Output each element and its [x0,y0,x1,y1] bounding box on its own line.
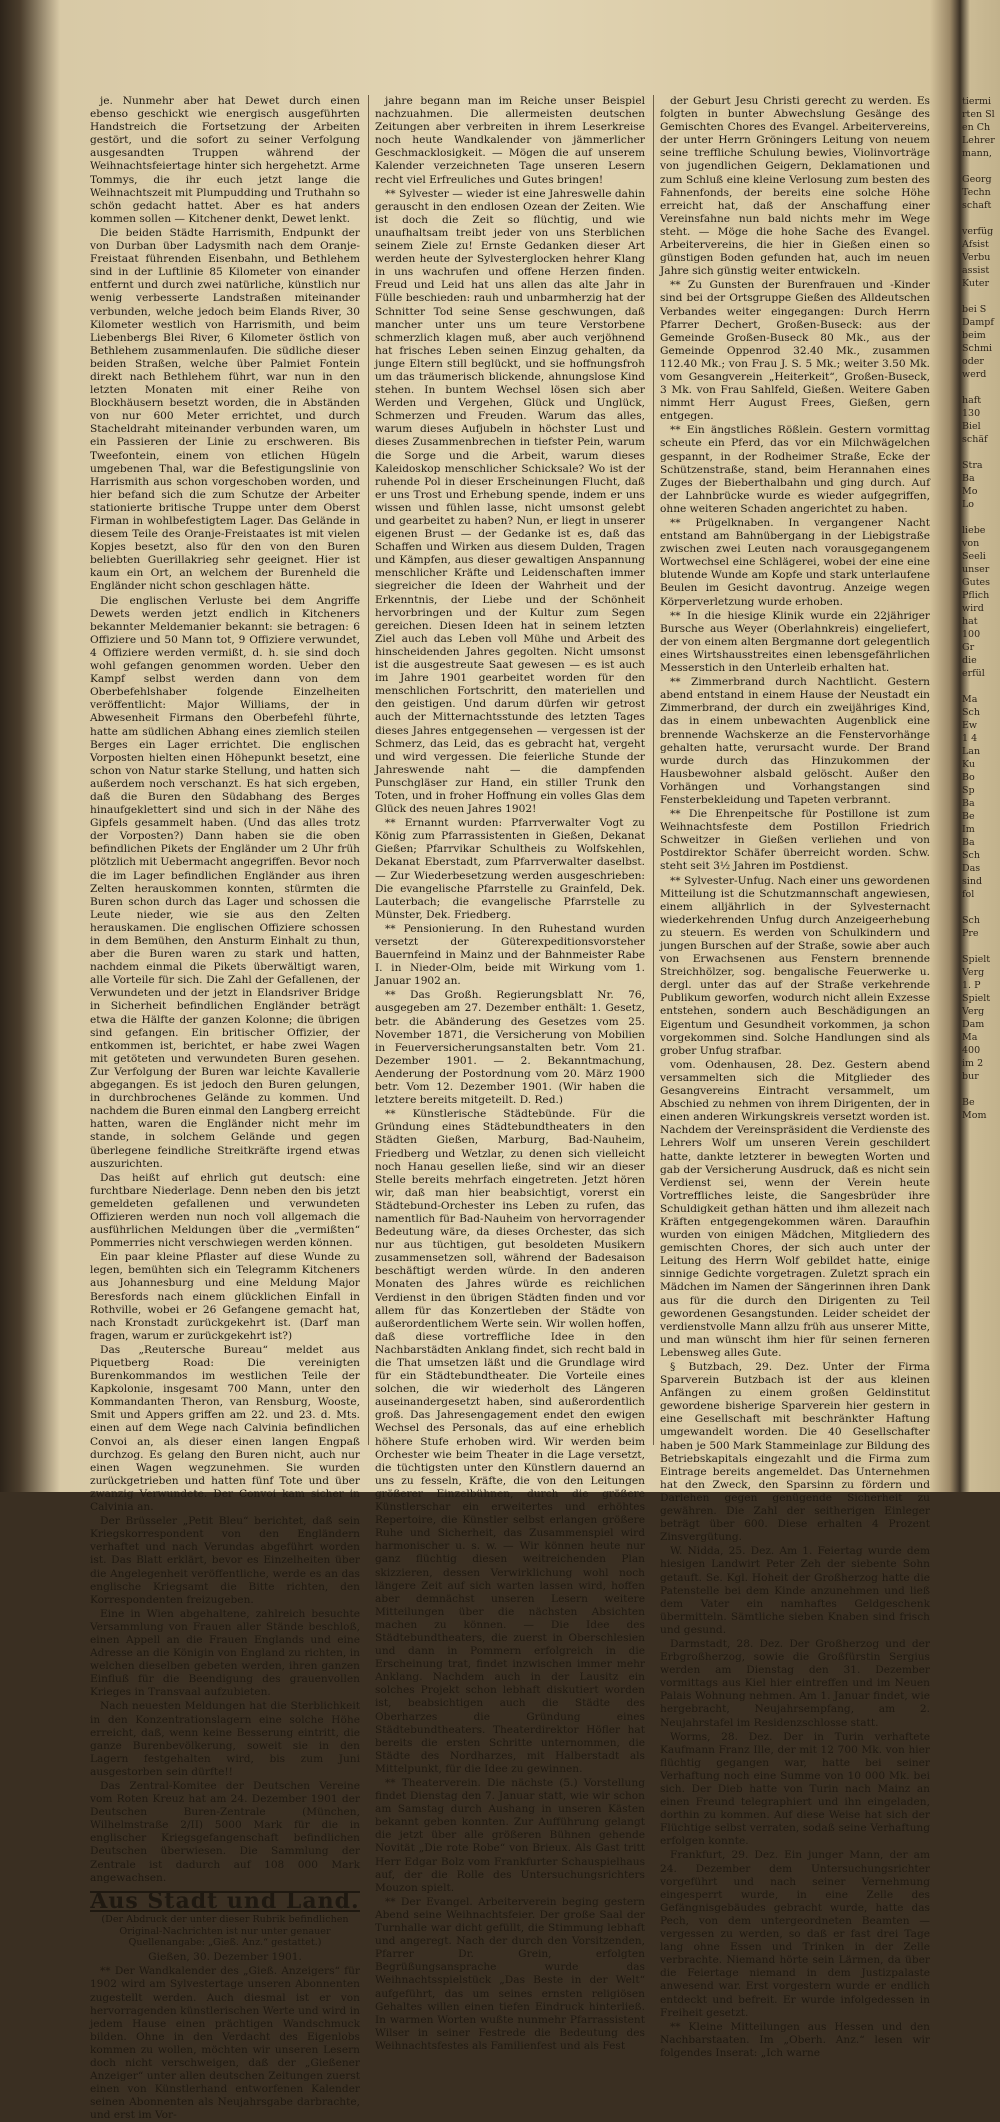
edge-text-fragment: Afsist [962,239,989,250]
edge-text-fragment: Mo [962,486,978,497]
edge-text-fragment [962,511,1000,524]
edge-text-fragment: Lehrer [962,135,995,146]
edge-text-fragment [962,901,1000,914]
edge-text-fragment: Ba [962,798,975,809]
edge-text-fragment: Bo [962,772,975,783]
edge-text-fragment: Sch [962,707,980,718]
edge-text-fragment: liebe [962,525,986,536]
edge-text-fragment: im 2 [962,1058,984,1069]
edge-text-fragment: werd [962,369,987,380]
edge-text-fragment: fol [962,889,975,900]
edge-text-fragment: Spielt [962,954,991,965]
edge-text-fragment: erfül [962,668,985,679]
section-heading: Aus Stadt und Land. [90,1887,360,1914]
newspaper-page [90,95,932,2122]
edge-text-fragment: Techn [962,187,991,198]
edge-text-fragment: Ew [962,720,978,731]
edge-text-fragment [962,446,1000,459]
edge-text-fragment: Lo [962,499,975,510]
edge-text-fragment [962,381,1000,394]
article-paragraph: Das heißt auf ehrlich gut deutsch: eine furchtbare Niederlage. Denn neben den bis jetzt gemeldeten gefallenen und verwundeten Offizieren werden nun noch voll allgemach die ausführlichen Meldungen über die „vermißten“ Pommerries nicht verschwiegen werden können. [90,1171,360,1250]
edge-text-fragment: Seeli [962,551,986,562]
edge-text-fragment [962,1083,1000,1096]
edge-text-fragment: Biel [962,421,981,432]
edge-text-fragment: bei S [962,304,987,315]
article-paragraph: ** Der Wandkalender des „Gieß. Anzeigers“ für 1902 wird am Sylvestertage unseren Abonnenten zugestellt werden. Auch diesmal ist er von hervorragenden künstlerischen Werte und wird in jedem Hause einen prächtigen Wandschmuck bilden. Ohne in den Verdacht des Eigenlobs kommen zu wollen, möchten wir unseren Lesern doch nicht verschweigen, daß der „Gießener Anzeiger“ unter allen deutschen Zeitungen zuerst einen von Künstlerhand entworfenen Kalender seinen Abonnenten als Neujahrsgabe darbrachte, und erst im Vor- [90,1965,360,2122]
edge-text-fragment: tiermi [962,96,992,107]
edge-text-fragment [962,160,1000,173]
article-paragraph: Das Zentral-Komitee der Deutschen Vereine vom Roten Kreuz hat am 24. Dezember 1901 der Deutschen Buren-Zentrale (München, Wilhelmstraße 2/II) 5000 Mark für die in englischer Kriegsgefangenschaft befindlichen Deutschen überwiesen. Die Sammlung der Zentrale ist dadurch auf 108 000 Mark angewachsen. [90,1780,360,1884]
edge-text-fragment: schäf [962,434,988,445]
edge-text-fragment: wird [962,603,984,614]
article-paragraph: der Geburt Jesu Christi gerecht zu werden. Es folgten in bunter Abwechslung Gesänge des Gemischten Chores des Evangel. Arbeitervereins, der unter Herrn Gröningers Leitung von neuem seine treffliche Schulung bewies, Violinvorträge von jugendlichen Geigern, Deklamationen und zum Schluß eine kleine Verlosung zum besten des Fahnenfonds, der bereits eine solche Höhe erreicht hat, daß der Anschaffung einer Vereinsfahne nun bald nichts mehr im Wege steht. — Möge die hohe Sache des Evangel. Arbeitervereins, die hier in Gießen einen so günstigen Boden gefunden hat, auch im neuen Jahre sich günstig weiter entwickeln. [660,95,930,278]
edge-text-fragment: Schmi [962,343,992,354]
article-paragraph: Frankfurt, 29. Dez. Ein junger Mann, der am 24. Dezember dem Untersuchungsrichter vorgeführt und nach seiner Vernehmung eingesperrt wurde, in eine Zelle des Gefängnisgebäudes gebracht wurde, hatte das Pech, von dem untergeordneten Beamten — vergessen zu werden, so daß er fast drei Tage lang ohne Essen und Trinken in der Zelle verbrachte. Niemand hörte sein Lärmen, da über die Feiertage niemand in dem Justizpalaste anwesend war. Erst vorgestern wurde er endlich entdeckt und befreit. Er wurde infolgedessen in Freiheit gesetzt. [660,1849,930,2019]
edge-text-fragment: Spielt [962,993,991,1004]
edge-text-fragment: 1. P [962,980,981,991]
edge-text-fragment: Sch [962,915,980,926]
article-paragraph: ** Künstlerische Städtebünde. Für die Gründung eines Städtebundtheaters in den Städten Gießen, Marburg, Bad-Nauheim, Friedberg und Wetzlar, zu denen sich vielleicht noch Hanau gesellen ließe, sind wir an dieser Stelle bereits mehrfach eingetreten. Jetzt hören wir, daß man hier beabsichtigt, vorerst ein Städtebund-Orchester ins Leben zu rufen, das namentlich für Bad-Nauheim von hervorragender Bedeutung wäre, da dieses Orchester, das sich nur aus tüchtigen, gut besoldeten Musikern zusammensetzen soll, während der Badesaison beschäftigt werden würde. In den anderen Monaten des Jahres würde es reichlichen Verdienst in den übrigen Städten finden und vor allem für das Konzertleben der Städte von außerordentlichem Werte sein. Wir wollen hoffen, daß diese vortreffliche Idee in den Nachbarstädten Anklang findet, sich recht bald in die That umsetzen läßt und die Grundlage wird für ein Städtebundtheater. Die Vorteile eines solchen, die wir wiederholt des Längeren auseinandergesetzt haben, sind außerordentlich groß. Das Jahresengagement endet den ewigen Wechsel des Personals, das auf eine erheblich höhere Stufe erhoben wird. Wir werden beim Orchester wie beim Theater in die Lage versetzt, die tüchtigsten unter den Künstlern dauernd an uns zu fesseln, Kräfte, die von den Leitungen größerer Einzelbühnen, durch die größere Künstlerschar ein erweitertes und erhöhtes Repertoire, die Künstler selbst erlangen größere Ruhe und Sicherheit, das Zusammenspiel wird harmonischer u. s. w. — Wir können heute nur ganz flüchtig diesen weitreichenden Plan skizzieren, dessen Verwirklichung wohl noch längere Zeit auf sich warten lassen wird, hoffen aber demnächst unseren Lesern weitere Mitteilungen über die nächsten Absichten machen zu können. — Die Idee des Städtebundtheaters, die zuerst in Oberschlesien und dann in Pommern erfolgreich in die Erscheinung trat, findet inzwischen immer mehr Anklang. Nachdem auch in der Lausitz ein solches Projekt schon lebhaft diskutiert worden ist, beabsichtigen auch die Städte des Oberharzes die Gründung eines Städtebundtheaters. Theaterdirektor Höfler hat bereits die ersten Schritte unternommen, die Städte des Nordharzes, mit Halberstadt als Mittelpunkt, für die Idee zu gewinnen. [375,1108,645,1775]
edge-text-fragment: mann, [962,148,992,159]
edge-text-fragment [962,212,1000,225]
edge-text-fragment [962,680,1000,693]
adjacent-page-edge [962,95,1000,1465]
edge-text-fragment: Ma [962,1032,978,1043]
edge-text-fragment: unser [962,564,990,575]
article-paragraph: ** Kleine Mitteilungen aus Hessen und den Nachbarstaaten. Im „Oberh. Anz.“ lesen wir folgendes Inserat: „Ich warne [660,2020,930,2059]
column-left [90,95,360,2122]
edge-text-fragment: haft [962,395,982,406]
column-middle [375,95,646,2052]
edge-text-fragment: beim [962,330,986,341]
edge-text-fragment: 1 4 [962,733,978,744]
article-paragraph: Nach neuesten Meldungen hat die Sterblichkeit in den Konzentrationslagern eine solche Höhe erreicht, daß, wenn keine Besserung eintritt, die ganze Burenbevölkerung, soweit sie in den Lagern festgehalten wird, bis zum Juni ausgestorben sein dürfte!! [90,1700,360,1778]
edge-text-fragment: Im [962,824,975,835]
edge-text-fragment: von [962,538,980,549]
edge-text-fragment: Lan [962,746,981,757]
reprint-note: (Der Abdruck der unter dieser Rubrik befindlichen Original-Nachrichten ist nur unter genauer Quellenangabe: „Gieß. Anz.“ gestattet.) [101,1913,349,1949]
edge-text-fragment: Ba [962,837,975,848]
article-paragraph: W. Nidda, 25. Dez. Am 1. Feiertag wurde dem hiesigen Landwirt Peter Zeh der siebente Sohn getauft. Se. Kgl. Hoheit der Großherzog hatte die Patenstelle bei dem Kinde anzunehmen und ließ dem Vater ein namhaftes Geldgeschenk übermitteln. Sämtliche sieben Knaben sind frisch und gesund. [660,1545,930,1636]
article-paragraph: ** Pensionierung. In den Ruhestand wurden versetzt der Güterexpeditionsvorsteher Bauernfeind in Mainz und der Bahnmeister Rabe I. in Nieder-Olm, beide mit Wirkung vom 1. Januar 1902 an. [375,922,645,988]
article-paragraph: vom. Odenhausen, 28. Dez. Gestern abend versammelten sich die Mitglieder des Gesangvereins Eintracht versammelt, um Abschied zu nehmen von ihrem Dirigenten, der in einen anderen Wirkungskreis versetzt worden ist. Nachdem der Vereinspräsident die Verdienste des Lehrers Wolf um unseren Verein geschildert hatte, dankte letzterer in bewegten Worten und gab der Versicherung Ausdruck, daß es nicht sein Verdienst sei, wenn der Verein heute Vortreffliches leiste, die Sangesbrüder ihre Schuldigkeit gethan hätten und ihm allezeit nach Kräften entgegengekommen wären. Daraufhin wurden von einigen Mädchen, Mitgliedern des gemischten Chores, der sich auch unter der Leitung des Herrn Wolf gebildet hatte, einige sinnige Gedichte vorgetragen. Zuletzt sprach ein Mädchen im Namen der Sängerinnen ihren Dank aus für die durch den Dirigenten zu Teil gewordenen Gesangstunden. Leider scheidet der verdienstvolle Mann allzu früh aus unserer Mitte, und man wünscht ihm hier für seinen ferneren Lebensweg alles Gute. [660,1058,930,1359]
article-paragraph: Darmstadt, 28. Dez. Der Großherzog und der Erbgroßherzog, sowie die Großfürstin Sergius werden am Dienstag den 31. Dezember vormittags aus Kiel hier eintreffen und im Neuen Palais Wohnung nehmen. Am 1. Januar findet, wie hergebracht, Neujahrsempfang, am 2. Neujahrstafel im Residenzschlosse statt. [660,1637,930,1729]
edge-text-fragment: Das [962,863,981,874]
edge-text-fragment: Ma [962,694,978,705]
article-paragraph: ** Der Evangel. Arbeiterverein beging gestern Abend seine Weihnachtsfeier. Der große Saal der Turnhalle war dicht gefüllt, die Stimmung lebhaft und angeregt. Nach der durch den Vorsitzenden, Pfarrer Dr. Grein, erfolgten Begrüßungsansprache wurde das Weihnachtsspielstück „Das Beste in der Welt“ aufgeführt, das um seines ernsten religiösen Gehaltes willen einen tiefen Eindruck hinterließ. In warmen Worten wußte nunmehr Pfarrassistent Wilser in seiner Festrede die Bedeutung des Weihnachtsfestes als Familienfest und als Fest [375,1895,645,2052]
edge-text-fragment: Ku [962,759,976,770]
edge-text-fragment: 100 [962,629,981,640]
edge-text-fragment: Sp [962,785,975,796]
article-paragraph: ** Theaterverein. Die nächste (5.) Vorstellung findet Dienstag den 7. Januar statt, wie wir schon am Samstag durch Aushang in unseren Kästen bekannt geben konnten. Zur Aufführung gelangt die jetzt über alle größeren Bühnen gehende Novität „Die rote Robe“ von Brieux. Als Gast tritt Herr Edgar Bolz vom Frankfurter Schauspielhaus auf, der die Rolle des Untersuchungsrichters Mouzon spielt. [375,1777,645,1894]
article-paragraph: Die englischen Verluste bei dem Angriffe Dewets werden jetzt endlich in Kitcheners bekannter Meldemanier bekannt: sie betragen: 6 Offiziere und 50 Mann tot, 9 Offiziere verwundet, 4 Offiziere werden vermißt, d. h. sie sind doch wohl gefangen genommen worden. Ueber den Kampf selbst werden dann von dem Oberbefehlshaber folgende Einzelheiten veröffentlicht: Major Williams, der in Abwesenheit Firmans den Oberbefehl führte, hatte am südlichen Abhang eines ziemlich steilen Berges ein Lager errichtet. Die englischen Vorposten hielten einen Höhepunkt besetzt, eine schon von Natur starke Stellung, und hatten sich außerdem noch verschanzt. Es hat sich ergeben, daß die Buren den Südabhang des Berges hinaufgeklettert sind und sich in der Nähe des Gipfels gesammelt haben. (Und das alles trotz der Vorposten?) Dann haben sie die oben befindlichen Pikets der Engländer um 2 Uhr früh plötzlich mit Uebermacht angegriffen. Bevor noch die im Lager befindlichen Engländer aus ihren Zelten herauskommen konnten, stürmten die Buren schon durch das Lager und schossen die Leute nieder, wie sie aus den Zelten herauskamen. Die englischen Offiziere schossen in dem Bemühen, den Ansturm Einhalt zu thun, aber die Buren waren zu stark und hatten, nachdem einmal die Pikets überwältigt waren, alle Vorteile für sich. Die Zahl der Gefallenen, der Verwundeten und der jetzt in Elandsriver Bridge in Sicherheit befindlichen Engländer beträgt etwa die Hälfte der ganzen Kolonne; die übrigen sind gefangen. Ein britischer Offizier, der entkommen ist, berichtet, er habe zwei Wagen mit getöteten und verwundeten Buren gesehen. Zur Verfolgung der Buren war leichte Kavallerie abgegangen. Es ist jedoch den Buren gelungen, in durchbrochenes Gelände zu kommen. Und nachdem die Buren einmal den Langberg erreicht hatten, waren die Engländer nicht mehr im stande, in solchem Gelände und gegen überlegene feindliche Streitkräfte irgend etwas auszurichten. [90,594,360,1170]
edge-text-fragment [962,290,1000,303]
edge-text-fragment: Stra [962,460,983,471]
edge-text-fragment: Verg [962,1006,985,1017]
edge-text-fragment: Be [962,811,975,822]
article-paragraph: ** Prügelknaben. In vergangener Nacht entstand am Bahnübergang in der Liebigstraße zwischen zwei Leuten nach vorausgegangenem Wortwechsel eine Schlägerei, wobei der eine eine blutende Wunde am Kopfe und stark unterlaufene Beulen im Gesicht davontrug. Anzeige wegen Körperverletzung wurde erhoben. [660,517,930,608]
edge-text-fragment: Verg [962,967,985,978]
edge-text-fragment: Verbu [962,252,991,263]
edge-text-fragment: Ba [962,473,975,484]
edge-text-fragment: Be [962,1097,975,1108]
edge-text-fragment: Pflich [962,590,990,601]
edge-text-fragment: oder [962,356,984,367]
edge-text-fragment: 400 [962,1045,981,1056]
edge-text-fragment: Kuter [962,278,989,289]
edge-text-fragment: Sch [962,850,980,861]
edge-text-fragment: rten Sl [962,109,995,120]
edge-text-fragment: Dam [962,1019,985,1030]
dateline: Gießen, 30. Dezember 1901. [148,1951,302,1964]
column-rule [653,95,654,1445]
edge-text-fragment: en Ch [962,122,991,133]
article-paragraph: ** Die Ehrenpeitsche für Postillone ist zum Weihnachtsfeste dem Postillon Friedrich Schweitzer in Gießen verliehen und von Postdirektor Schäfer überreicht worden. Schw. steht seit 3½ Jahren im Postdienst. [660,808,930,873]
edge-text-fragment: Pre [962,928,979,939]
article-paragraph: ** Zu Gunsten der Burenfrauen und -Kinder sind bei der Ortsgruppe Gießen des Alldeutschen Verbandes weiter eingegangen: Durch Herrn Pfarrer Dechert, Großen-Buseck: aus der Gemeinde Großen-Buseck 80 Mk., aus der Gemeinde Oppenrod 32.40 Mk., zusammen 112.40 Mk.; von Frau J. S. 5 Mk.; weiter 3.50 Mk. vom Gesangverein „Heiterkeit“, Großen-Buseck, 3 Mk. von Frau Sahlfeld, Gießen. Weitere Gaben nimmt Herr August Frees, Gießen, gern entgegen. [660,279,930,423]
article-paragraph: Worms, 28. Dez. Der in Turin verhaftete Kaufmann Franz Ille, der mit 12 700 Mk. von hier flüchtig gegangen war, hatte bei seiner Verhaftung noch eine Summe von 10 000 Mk. bei sich. Der Dieb hatte von Turin nach Mainz an einen Freund telegraphiert und ihn eingeladen, dorthin zu kommen. Auf diese Weise hat sich der Flüchtige selbst verraten, sodaß seine Verhaftung erfolgen konnte. [660,1730,930,1848]
article-paragraph: jahre begann man im Reiche unser Beispiel nachzuahmen. Die allermeisten deutschen Zeitungen aber verbreiten in ihrem Leserkreise noch heute Wandkalender von jämmerlicher Geschmacklosigkeit. — Mögen die auf unserem Kalender verzeichneten Tage unseren Lesern recht viel Erfreuliches und Gutes bringen! [375,95,645,186]
article-paragraph: je. Nunmehr aber hat Dewet durch einen ebenso geschickt wie energisch ausgeführten Handstreich die Fortsetzung der Arbeiten gestört, und die sofort zu seiner Verfolgung ausgesandten Truppen während der Weihnachtsfeiertage hinter sich hergehetzt. Arme Tommys, die ihr euch jetzt lange die Weihnachtszeit mit Plumpudding und Truthahn so schön gedacht hattet. Aber es hat anders kommen sollen — Kitchener denkt, Dewet lenkt. [90,95,360,225]
article-paragraph: ** Sylvester — wieder ist eine Jahreswelle dahin gerauscht in den endlosen Ozean der Zeiten. Wie ist doch die Zeit so flüchtig, und wie unaufhaltsam treibt jeder von uns Sterblichen seinem Ziele zu! Ernste Gedanken dieser Art werden heute der Sylvesterglocken hehrer Klang in uns wachrufen und offene Herzen finden. Freud und Leid hat uns allen das alte Jahr in Fülle beschieden: rauh und unbarmherzig hat der Schnitter Tod seine Sense geschwungen, daß mancher unter uns um teure Verstorbene schmerzlich klagen muß, aber auch verjöhnend hat frisches Leben seinen Einzug gehalten, da junge Eltern still beglückt, und sie hoffnungsfroh um das träumerisch blickende, ahnungslose Kind stehen. In buntem Wechsel lösen sich aber Werden und Vergehen, Glück und Unglück, Schmerzen und Freuden. Warum das alles, warum dieses Aufjubeln in höchster Lust und dieses Zusammenbrechen in tiefster Pein, warum die Sorge und die Arbeit, warum dieses Kaleidoskop menschlicher Schicksale? Wo ist der ruhende Pol in dieser Erscheinungen Flucht, daß er uns Trost und Erhebung spende, indem er uns wissen und fühlen lasse, nicht umsonst gelebt und gearbeitet zu haben? Nun, er liegt in unserer eigenen Brust — der Gedanke ist es, daß das Schaffen und Wirken aus diesem Dulden, Tragen und Kämpfen, aus dieser gewaltigen Anspannung menschlicher Kräfte und Leidenschaften immer siegreicher die Ideen der Wahrheit und der Erkenntnis, der Liebe und der Schönheit hervorbringen und der Kultur zum Segen gereichen. Diesen Ideen hat in seinem letzten Ziel auch das Leben voll Mühe und Arbeit des hinscheidenden Jahres gegolten. Nicht umsonst ist die ausgestreute Saat gewesen — es ist auch im Jahre 1901 gearbeitet worden für den menschlichen Fortschritt, den materiellen und den geistigen. Und darum dürfen wir getrost auch der Mitternachtsstunde des letzten Tages dieses Jahres entgegensehen — vergessen ist der Schmerz, das Leid, das es gebracht hat, vergeht und wird vergessen. Die feierliche Stunde der Jahreswende naht — die dampfenden Punschgläser zur Hand, ein stiller Trunk den Toten, und in froher Hoffnung ein volles Glas dem Glück des neuen Jahres 1902! [375,187,646,816]
edge-text-fragment: assist [962,265,990,276]
article-paragraph: ** In die hiesige Klinik wurde ein 22jähriger Bursche aus Weyer (Oberlahnkreis) eingeliefert, der von einem alten Bergmanne dort gelegentlich eines Wirtshausstreites einen lebensgefährlichen Messerstich in den Unterleib erhalten hat. [660,609,930,675]
edge-text-fragment: schaft [962,200,992,211]
edge-text-fragment: Georg [962,174,992,185]
column-rule [368,95,369,1445]
article-paragraph: Ein paar kleine Pflaster auf diese Wunde zu legen, bemühten sich ein Telegramm Kitcheners aus Johannesburg und eine Meldung Major Beresfords nach einem glücklichen Einfall in Rothville, wobei er 26 Gefangene gemacht hat, nach Kronstadt zurückgekehrt ist. (Darf man fragen, warum er zurückgekehrt ist?) [90,1251,360,1342]
edge-text-fragment: 130 [962,408,981,419]
article-paragraph: Das „Reutersche Bureau“ meldet aus Piquetberg Road: Die vereinigten Burenkommandos im westlichen Teile der Kapkolonie, insgesamt 700 Mann, unter den Kommandanten Theron, van Rensburg, Wooste, Smit und Appers griffen am 22. und 23. d. Mts. einen auf dem Wege nach Calvinia befindlichen Convoi an, als dieser einen langen Engpaß durchzog. Es gelang den Buren nicht, auch nur einen Wagen wegzunehmen. Sie wurden zurückgetrieben und hatten fünf Tote und über zwanzig Verwundete. Der Convoi kam sicher in Calvinia an. [90,1343,360,1514]
edge-text-fragment: Gutes [962,577,991,588]
column-right [660,95,930,2059]
edge-text-fragment: hat [962,616,978,627]
article-paragraph: ** Ein ängstliches Rößlein. Gestern vormittag scheute ein Pferd, das vor ein Milchwägelchen gespannt, in der Rodheimer Straße, Ecke der Schützenstraße, stand, beim Herannahen eines Zuges der Bieberthalbahn und ging durch. Auf der Lahnbrücke wurde es wieder aufgegriffen, ohne weiteren Schaden angerichtet zu haben. [660,424,930,515]
edge-text-fragment: bur [962,1071,979,1082]
edge-text-fragment [962,940,1000,953]
article-paragraph: Eine in Wien abgehaltene, zahlreich besuchte Versammlung von Frauen aller Stände beschloß, einen Appell an die Frauen Englands und eine Adresse an die Königin von England zu richten, in welchen dieselben gebeten werden, ihren ganzen Einfluß für die Beendigung des grauenvollen Krieges in Transvaal aufzubieten. [90,1607,360,1699]
article-paragraph: Die beiden Städte Harrismith, Endpunkt der von Durban über Ladysmith nach dem Oranje-Freistaat führenden Eisenbahn, und Bethlehem sind in der Luftlinie 85 Kilometer von einander entfernt und durch zwei natürliche, künstlich nur wenig verbesserte Landstraßen miteinander verbunden, welche jedoch beim Elands River, 30 Kilometer westlich von Harrismith, und beim Liebenbergs Blei River, 6 Kilometer östlich von Bethlehem zusammenlaufen. Die südliche dieser beiden Straßen, welche über Palmiet Fontein direkt nach Bethlehem führt, war nun in den letzten Monaten mit einer Reihe von Blockhäusern besetzt worden, die in Abständen von nur 600 Meter errichtet, und durch Stacheldraht miteinander verbunden waren, um ein Passieren der Linie zu erschweren. Bis Tweefontein, einem von etlichen Hügeln umgebenen Thal, war die Befestigungslinie von Harrismith aus schon vorgeschoben worden, und hier befand sich die zum Schutze der Arbeiter stationierte britische Truppe unter dem Oberst Firman in wohlbefestigtem Lager. Das Gelände in diesem Teile des Oranje-Freistaates ist mit vielen Kopjes besetzt, also für den von den Buren beliebten Guerillakrieg sehr geeignet. Hier ist kaum ein Ort, an welchem der Burenheld die Engländer nicht schon geschlagen hätte. [90,226,360,593]
edge-text-fragment: Dampf [962,317,994,328]
edge-text-fragment: Gr [962,642,975,653]
article-paragraph: ** Zimmerbrand durch Nachtlicht. Gestern abend entstand in einem Hause der Neustadt ein Zimmerbrand, der durch ein zweijähriges Kind, das in einem unbewachten Augenblick eine brennende Wachskerze an die Fenstervorhänge gehalten hatte, verursacht wurde. Der Brand wurde durch das Hinzukommen der Hausbewohner alsbald gelöscht. Außer den Vorhängen und Vorhangstangen sind Fensterbekleidung und Tapeten verbrannt. [660,676,930,806]
edge-text-fragment: verfüg [962,226,994,237]
article-paragraph: ** Das Großh. Regierungsblatt Nr. 76, ausgegeben am 27. Dezember enthält: 1. Gesetz, betr. die Abänderung des Gesetzes vom 25. November 1871, die Versicherung von Mobilien in Feuerversicherungsanstalten betr. Vom 21. Dezember 1901. — 2. Bekanntmachung, Aenderung der Postordnung vom 20. März 1900 betr. Vom 12. Dezember 1901. (Wir haben die letztere bereits mitgeteilt. D. Red.) [375,989,645,1107]
edge-text-fragment: die [962,655,977,666]
edge-text-fragment: sind [962,876,983,887]
article-paragraph: ** Ernannt wurden: Pfarrverwalter Vogt zu König zum Pfarrassistenten in Gießen, Dekanat Gießen; Pfarrvikar Schultheis zu Wolfskehlen, Dekanat Eberstadt, zum Pfarrverwalter daselbst. — Zur Wiederbesetzung werden ausgeschrieben: Die evangelische Pfarrstelle zu Grainfeld, Dek. Lauterbach; die evangelische Pfarrstelle zu Münster, Dek. Friedberg. [375,817,645,921]
article-paragraph: § Butzbach, 29. Dez. Unter der Firma Sparverein Butzbach ist der aus kleinen Anfängen zu einem großen Geldinstitut gewordene bisherige Sparverein hier gestern in eine Gesellschaft mit beschränkter Haftung umgewandelt worden. Die 40 Gesellschafter haben je 500 Mark Stammeinlage zur Bildung des Betriebskapitals eingezahlt und die Firma zum Eintrage bereits angemeldet. Das Unternehmen hat den Zweck, den Sparsinn zu fördern und Darlehen gegen genügende Sicherheit zu gewähren. Die Zahl der seitherigen Einleger beträgt über 600. Diese erhalten 4 Prozent Zinsvergütung. [660,1361,930,1544]
article-paragraph: ** Sylvester-Unfug. Nach einer uns gewordenen Mitteilung ist die Schutzmannschaft angewiesen, einem alljährlich in der Sylvesternacht wiederkehrenden Unfug durch Anzeigeerhebung zu steuern. Es werden von Schulkindern und jungen Burschen auf der Straße, sowie aber auch von Erwachsenen aus Fenstern brennende Streichhölzer, sog. bengalische Feuerwerke u. dergl. unter das auf der Straße verkehrende Publikum geworfen, wodurch nicht allein Exzesse entstehen, sondern auch Beschädigungen an Eigentum und Gesundheit vorkommen, ja schon vorgekommen sind. Solche Handlungen sind als grober Unfug strafbar. [660,874,930,1057]
edge-text-fragment: Mom [962,1110,987,1121]
article-paragraph: Der Brüsseler „Petit Bleu“ berichtet, daß sein Kriegskorrespondent von den Engländern verhaftet und nach Verundas abgeführt worden ist. Das Blatt erklärt, bevor es Einzelheiten über die Angelegenheit veröffentliche, werde es an das englische Kriegsamt die Bitte richten, den Korrespondenten freizugeben. [90,1515,360,1606]
